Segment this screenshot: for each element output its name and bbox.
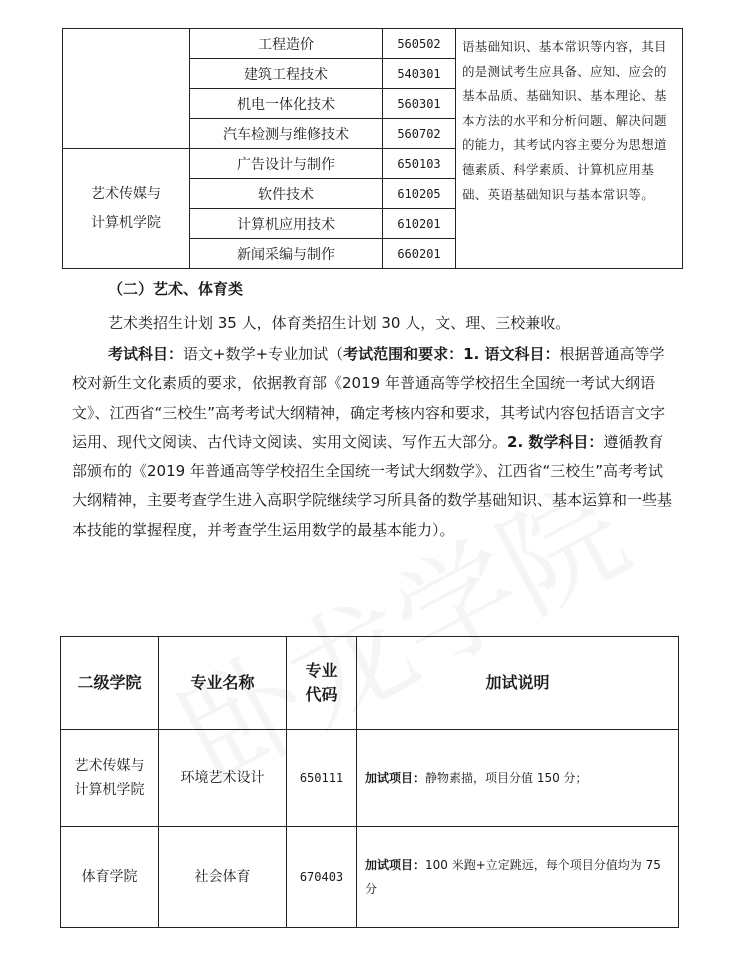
major-cell: 机电一体化技术 [190, 89, 383, 119]
note-label: 加试项目： [365, 771, 426, 785]
major-cell: 汽车检测与维修技术 [190, 119, 383, 149]
header-note: 加试说明 [357, 637, 679, 730]
table-row [63, 29, 683, 59]
code-cell: 610201 [383, 209, 456, 239]
major-cell: 广告设计与制作 [190, 149, 383, 179]
table-row [61, 730, 679, 827]
description-cell: 语基础知识、基本常识等内容，其目的是测试考生应具备、应知、应会的基本品质、基础知识、基本理论、基本方法的水平和分析问题、解决问题的能力，其考试内容主要分为思想道德素质、科学素质、计算机应用基础、英语基础知识与基本常识等。 [456, 29, 683, 269]
major-cell: 工程造价 [190, 29, 383, 59]
college-line-2: 计算机学院 [74, 782, 145, 798]
chinese-text: 根据普通高等学校对新生文化素质的要求，依据教育部《2019 年普通高等学校招生全国统一考试大纲语文》、江西省“三校生”高考考试大纲精神，确定考核内容和要求，其考试内容包括语言文字运用、现代文阅读、古代诗文阅读、实用文阅读、写作五大部分。 [72, 345, 666, 451]
subjects-label: 考试科目： [108, 345, 184, 363]
plan-paragraph: 艺术类招生计划 35 人，体育类招生计划 30 人，文、理、三校兼收。 [108, 314, 571, 332]
note-cell [357, 730, 679, 827]
top-majors-table [62, 28, 683, 269]
math-label: 2. 数学科目： [507, 432, 604, 451]
major-cell: 建筑工程技术 [190, 59, 383, 89]
code-cell: 650111 [287, 730, 357, 827]
note-label: 加试项目： [365, 858, 426, 872]
major-cell: 新闻采编与制作 [190, 239, 383, 269]
table-row [61, 827, 679, 928]
college-cell [61, 730, 159, 827]
header-code-line-2: 代码 [305, 685, 338, 704]
exam-subjects-paragraph [72, 340, 672, 545]
code-cell: 610205 [383, 179, 456, 209]
subjects-text: 语文+数学+专业加试（ [183, 345, 344, 363]
major-cell: 环境艺术设计 [159, 730, 287, 827]
math-text: 遵循教育部颁布的《2019 年普通高等学校招生全国统一考试大纲数学》、江西省“三校生”高考考试大纲精神，主要考查学生进入高职学院继续学习所具备的数学基础知识、基本运算和一些基本技能的掌握程度，并考查学生运用数学的最基本能力）。 [72, 432, 673, 539]
college-cell [63, 149, 190, 269]
header-major: 专业名称 [159, 637, 287, 730]
extra-test-table [60, 636, 679, 928]
college-line-1: 艺术传媒与 [74, 758, 145, 774]
college-line-1: 艺术传媒与 [91, 185, 161, 202]
major-cell: 社会体育 [159, 827, 287, 928]
code-cell: 560502 [383, 29, 456, 59]
note-text: 静物素描，项目分值 150 分； [425, 771, 588, 785]
section-heading: （二）艺术、体育类 [108, 280, 244, 298]
code-cell: 660201 [383, 239, 456, 269]
college-cell: 体育学院 [61, 827, 159, 928]
college-line-2: 计算机学院 [91, 214, 161, 231]
major-cell: 计算机应用技术 [190, 209, 383, 239]
header-code [287, 637, 357, 730]
code-cell: 670403 [287, 827, 357, 928]
college-cell-empty [63, 29, 190, 149]
code-cell: 560702 [383, 119, 456, 149]
note-cell [357, 827, 679, 928]
header-college: 二级学院 [61, 637, 159, 730]
major-cell: 软件技术 [190, 179, 383, 209]
code-cell: 650103 [383, 149, 456, 179]
scope-label: 考试范围和要求：1. 语文科目： [343, 345, 560, 363]
table-header-row [61, 637, 679, 730]
code-cell: 540301 [383, 59, 456, 89]
header-code-line-1: 专业 [305, 661, 338, 680]
code-cell: 560301 [383, 89, 456, 119]
note-text: 100 米跑+立定跳远，每个项目分值均为 75 分 [365, 858, 661, 896]
